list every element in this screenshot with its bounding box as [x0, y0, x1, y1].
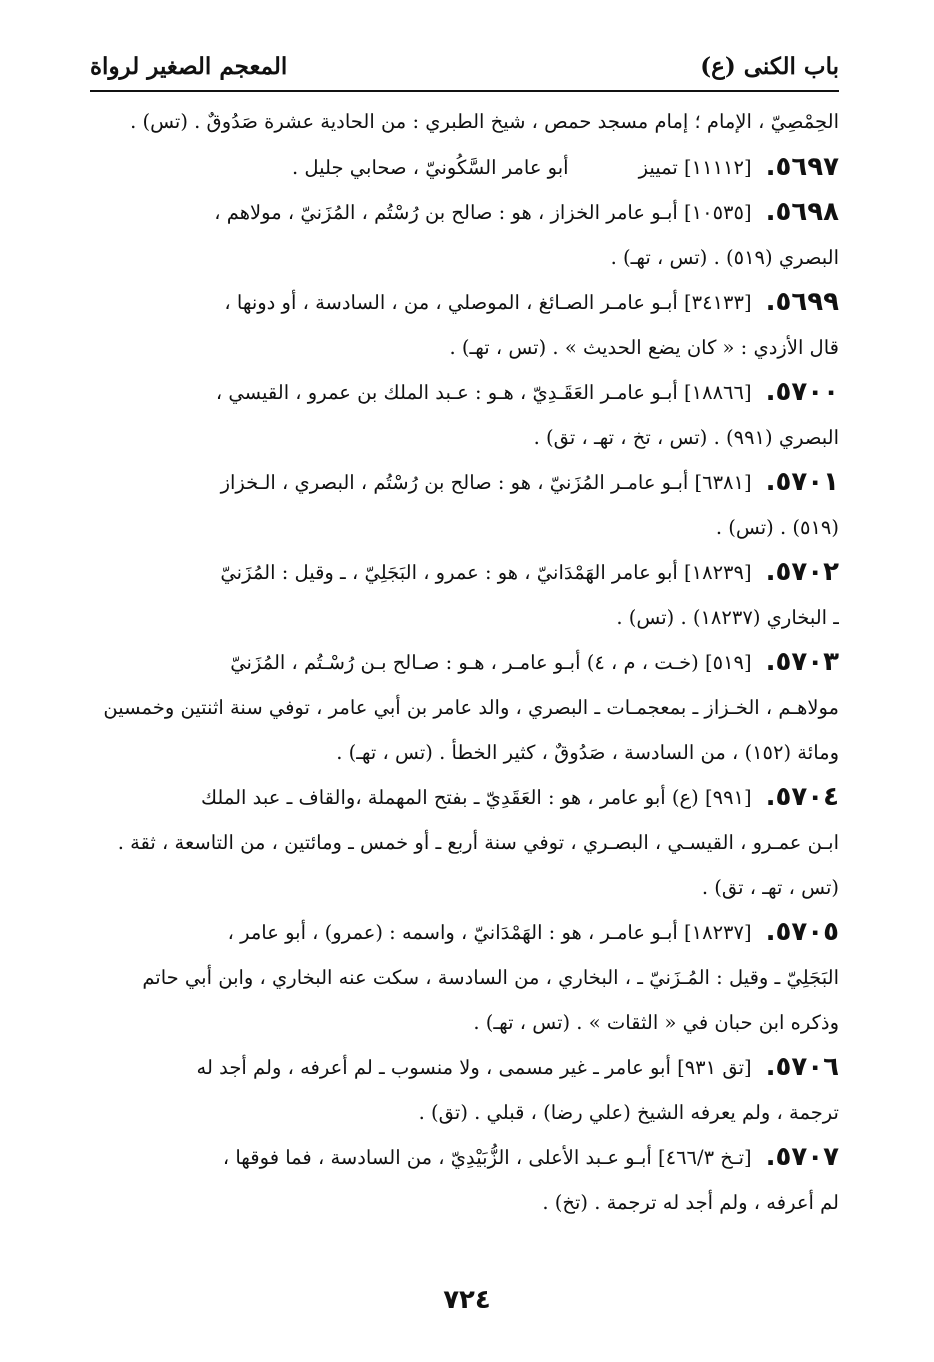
- chapter-title: باب الكنى (ع): [700, 52, 839, 80]
- text-line: [86, 459, 839, 504]
- entry-number: ٥٧٠٦.: [765, 1052, 839, 1082]
- entry-text: [١٨٨٦٦] أبـو عامـر العَقَـدِيّ ، هـو : عـبد الملك بن عمرو ، القيسي ،: [215, 381, 752, 404]
- book-title: المعجم الصغير لرواة: [90, 52, 288, 80]
- entry-text: [١٨٢٣٧] أبـو عامـر ، هو : الهَمْدَانيّ ، واسمه : (عمرو) ، أبو عامر ،: [227, 921, 752, 944]
- text-line: [86, 954, 839, 999]
- text-line: [86, 189, 839, 234]
- entry-number: ٥٦٩٩.: [765, 287, 839, 317]
- entry-text: (٥١٩) . (تس) .: [715, 516, 839, 539]
- entry-number: ٥٧٠٣.: [765, 647, 839, 677]
- entry-number: ٥٧٠٤.: [765, 782, 839, 812]
- text-line: [86, 774, 839, 819]
- entry-number: ٥٦٩٨.: [765, 197, 839, 227]
- text-line: [86, 504, 839, 549]
- entry-text: [٩٩١] (ع) أبو عامر ، هو : العَقَدِيّ ـ بفتح المهملة ،والقاف ـ عبد الملك: [200, 786, 752, 809]
- text-line: [86, 369, 839, 414]
- entry-text: (تس ، تهـ ، تق) .: [701, 876, 839, 899]
- entry-text: [١٨٢٣٩] أبو عامر الهَمْدَانيّ ، هو : عمرو ، البَجَلِيّ ، ـ وقيل : المُزَنيّ: [220, 561, 752, 584]
- entry-text: البَجَلِيّ ـ وقيل : المُـزَنيّ ـ ، البخاري ، من السادسة ، سكت عنه البخاري ، وابن أبي حاتم: [142, 966, 839, 989]
- entry-number: ٥٧٠٢.: [765, 557, 839, 587]
- text-line: [86, 864, 839, 909]
- entry-text: ابـن عمـرو ، القيسـي ، البصـري ، توفي سنة أربع ـ أو خمس ـ ومائتين ، من التاسعة ، ثقة .: [117, 831, 839, 854]
- entry-text: [٦٣٨١] أبـو عامـر المُزَنيّ ، هو : صالح بن رُسْتُم ، البصري ، الـخزاز: [220, 471, 752, 494]
- text-line: [86, 1134, 839, 1179]
- entry-number: ٥٧٠١.: [765, 467, 839, 497]
- header-rule: [90, 90, 839, 92]
- entry-number: ٥٧٠٧.: [765, 1142, 839, 1172]
- entry-text: الحِمْصِيّ ، الإمام ؛ إمام مسجد حمص ، شيخ الطبري : من الحادية عشرة صَدُوقٌ . (تس) .: [130, 110, 839, 133]
- entry-text: [١٠٥٣٥] أبـو عامر الخزاز ، هو : صالح بن رُسْتُم ، المُزَنيّ ، مولاهم ،: [214, 201, 752, 224]
- text-line: [86, 1179, 839, 1224]
- entry-text: قال الأزدي : « كان يضع الحديث » . (تس ، تهـ) .: [449, 336, 839, 359]
- text-line: [86, 594, 839, 639]
- entry-text: [١١١١٢] تمييز: [638, 156, 752, 179]
- entry-text: ترجمة ، ولم يعرفه الشيخ (علي رضا) ، قبلي . (تق) .: [418, 1101, 839, 1124]
- text-line: [86, 549, 839, 594]
- entry-text-extra: أبو عامر السَّكُونيّ ، صحابي جليل .: [292, 156, 569, 179]
- entry-number: ٥٧٠٥.: [765, 917, 839, 947]
- entry-text: البصري (٩٩١) . (تس ، تخ ، تهـ ، تق) .: [533, 426, 839, 449]
- text-line: [86, 1044, 839, 1089]
- entry-text: ومائة (١٥٢) ، من السادسة ، صَدُوقٌ ، كثير الخطأ . (تس ، تهـ) .: [336, 741, 839, 764]
- text-line: [86, 324, 839, 369]
- text-line: [86, 144, 839, 189]
- entry-text: وذكره ابن حبان في « الثقات » . (تس ، تهـ) .: [473, 1011, 839, 1034]
- entry-number: ٥٦٩٧.: [765, 152, 839, 182]
- text-line: [86, 1089, 839, 1134]
- entry-text: لم أعرفه ، ولم أجد له ترجمة . (تخ) .: [542, 1191, 839, 1214]
- text-line: [86, 999, 839, 1044]
- entry-text: [٥١٩] (خـت ، م ، ٤) أبـو عامـر ، هـو : صـالح بـن رُسْـتُم ، المُزَنيّ: [230, 651, 752, 674]
- text-line: [86, 729, 839, 774]
- text-line: [86, 639, 839, 684]
- text-line: [86, 234, 839, 279]
- page-number: ٧٢٤: [443, 1285, 491, 1315]
- entry-text: البصري (٥١٩) . (تس ، تهـ) .: [610, 246, 839, 269]
- entries-body: [86, 98, 839, 1224]
- entry-text: ـ البخاري (١٨٢٣٧) . (تس) .: [616, 606, 839, 629]
- entry-text: [تق ٩٣١] أبو عامر ـ غير مسمى ، ولا منسوب ـ لم أعرفه ، ولم أجد له: [196, 1056, 752, 1079]
- text-line: [86, 684, 839, 729]
- text-line: [86, 414, 839, 459]
- entry-text: [تـخ ٤٦٦/٣] أبـو عـبد الأعلى ، الزُّبَيْدِيّ ، من السادسة ، فما فوقها ،: [222, 1146, 752, 1169]
- entry-text: مولاهـم ، الخـزاز ـ بمعجمـات ـ البصري ، والد عامر بن أبي عامر ، توفي سنة اثنتين وخمسين: [103, 696, 839, 719]
- text-line: [86, 279, 839, 324]
- entry-text: [٣٤١٣٣] أبـو عامـر الصـائغ ، الموصلي ، من ، السادسة ، أو دونها ،: [224, 291, 752, 314]
- running-header: [90, 46, 839, 86]
- entry-number: ٥٧٠٠.: [765, 377, 839, 407]
- text-line: [86, 909, 839, 954]
- text-line: [86, 98, 839, 144]
- text-line: [86, 819, 839, 864]
